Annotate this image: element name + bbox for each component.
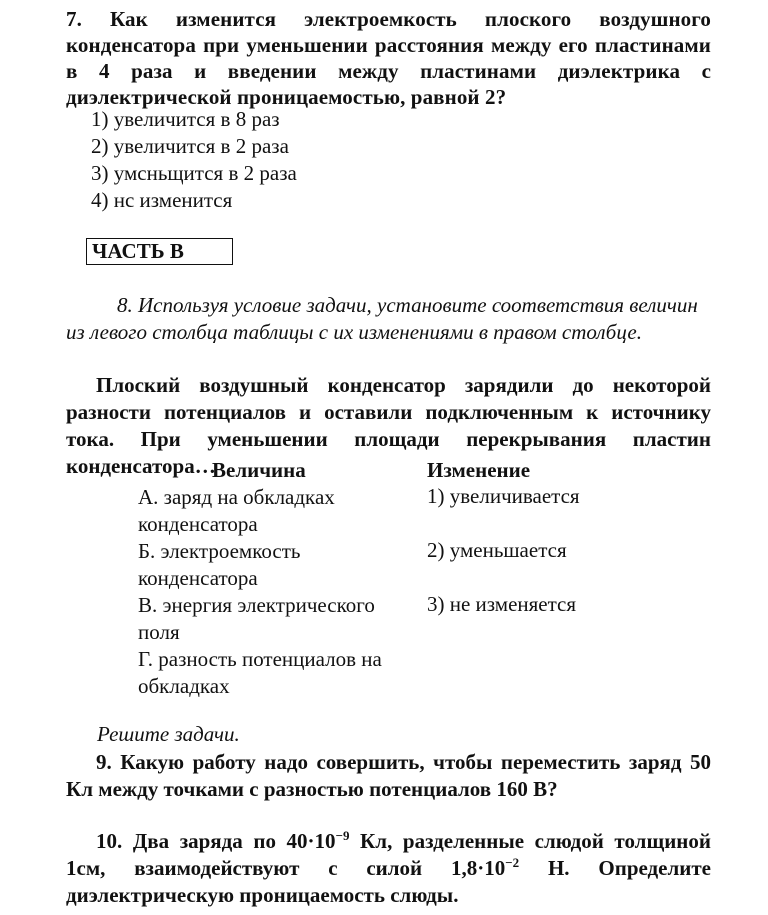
q10-exponent-1: −9 <box>335 828 350 843</box>
right-item-1: 1) увеличивается <box>427 484 580 508</box>
column-header-quantity: Величина <box>212 458 306 482</box>
q10-exponent-2: −2 <box>505 855 520 870</box>
right-item-3: 3) не изменяется <box>427 592 577 616</box>
part-b-heading: ЧАСТЬ В <box>86 238 233 265</box>
question-8-text: 8. Используя условие задачи, установите соответствия величин из левого столбца таблицы с их изменениями в правом столбце. <box>66 293 698 344</box>
column-header-change: Изменение <box>427 458 531 482</box>
option-3: 3) умсньщится в 2 раза <box>91 161 297 185</box>
q10-suffix: Н. Определите диэлектрическую проницаемость слюды. <box>66 856 711 907</box>
q10-prefix: 10. Два заряда по 40·10 <box>96 829 336 853</box>
question-7-text: 7. Как изменится электроемкость плоского воздушного конденсатора при уменьшении расстояния между его пластинами в 4 раза и введении между пластинами диэлектрика с диэлектрической проницаемостью, равной 2? <box>66 7 711 109</box>
left-item-b: Б. электроемкость конденсатора <box>138 539 301 590</box>
q10-middle: Кл, разделенные слюдой толщиной 1см, взаимодействуют с силой 1,8·10 <box>66 829 711 880</box>
option-1: 1) увеличится в 8 раз <box>91 107 280 131</box>
left-item-v: В. энергия электрического поля <box>138 593 375 644</box>
option-2: 2) увеличится в 2 раза <box>91 134 289 158</box>
right-item-2: 2) уменьшается <box>427 538 567 562</box>
left-item-a: А. заряд на обкладках конденсатора <box>138 485 335 536</box>
option-4: 4) нс изменится <box>91 188 233 212</box>
left-item-g: Г. разность потенциалов на обкладках <box>138 647 382 698</box>
question-10-text <box>66 828 711 909</box>
question-7-options <box>91 106 297 214</box>
solve-tasks-label: Решите задачи. <box>97 722 240 746</box>
left-column-items <box>138 484 408 700</box>
question-9-text: 9. Какую работу надо совершить, чтобы переместить заряд 50 Кл между точками с разностью потенциалов 160 В? <box>66 750 711 801</box>
question-8-condition: Плоский воздушный конденсатор зарядили до некоторой разности потенциалов и оставили подключенным к источнику тока. При уменьшении площади перекрывания пластин конденсатора… <box>66 373 711 478</box>
